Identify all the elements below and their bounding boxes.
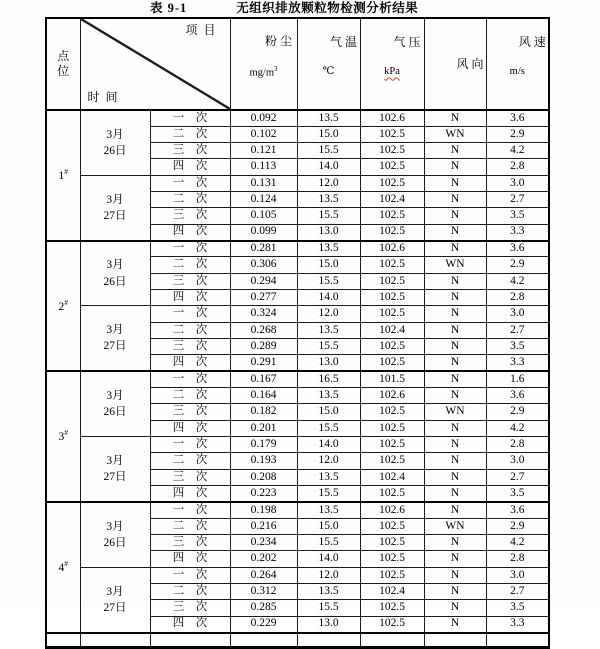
point-mark: #: [64, 559, 68, 569]
date-day: 27日: [103, 209, 127, 222]
wind-speed-cell: 3.5: [486, 600, 549, 616]
wind-dir-cell: N: [424, 469, 486, 485]
seq-cell: 四 次: [150, 159, 230, 175]
wind-dir-cell: N: [424, 208, 486, 224]
wind-speed-cell: 3.0: [486, 567, 549, 583]
wind-speed-cell: 2.9: [486, 126, 549, 142]
header-row: [46, 18, 549, 110]
wind-dir-cell: N: [424, 567, 486, 583]
header-dust-unit-base: mg/m: [249, 67, 274, 79]
seq-cell: 四 次: [150, 616, 230, 632]
wind-dir-cell: N: [424, 175, 486, 191]
header-point: [46, 18, 80, 110]
dust-cell: 0.223: [230, 486, 297, 502]
pressure-cell: 102.6: [360, 388, 424, 404]
header-temp: [297, 18, 360, 110]
wind-speed-cell: 3.3: [486, 224, 549, 240]
pressure-cell: 102.5: [360, 404, 424, 420]
table-row: [46, 437, 549, 453]
wind-speed-cell: 2.7: [486, 584, 549, 600]
date-month: 3月: [106, 128, 124, 141]
point-number: 3: [58, 431, 65, 444]
pressure-cell: 102.5: [360, 306, 424, 322]
wind-speed-cell: 3.5: [486, 208, 549, 224]
temp-cell: 14.0: [297, 437, 360, 453]
date-cell: [80, 306, 150, 371]
date-month: 3月: [106, 324, 124, 337]
pressure-cell: 102.5: [360, 143, 424, 159]
seq-cell: 三 次: [150, 208, 230, 224]
header-pressure-unit: kPa: [384, 66, 400, 78]
pressure-cell: 102.5: [360, 208, 424, 224]
wind-speed-cell: 3.6: [486, 388, 549, 404]
table-row: [46, 175, 549, 191]
wind-dir-cell: N: [424, 110, 486, 126]
seq-cell: 一 次: [150, 241, 230, 257]
header-dust: [230, 18, 297, 110]
temp-cell: 13.5: [297, 110, 360, 126]
date-day: 27日: [103, 340, 127, 353]
empty-cell: [360, 633, 424, 648]
table-number-label: 表 9-1: [150, 1, 188, 16]
dust-cell: 0.264: [230, 567, 297, 583]
wind-dir-cell: N: [424, 600, 486, 616]
temp-cell: 15.5: [297, 535, 360, 551]
wind-dir-cell: N: [424, 339, 486, 355]
dust-cell: 0.182: [230, 404, 297, 420]
empty-row: [46, 633, 549, 648]
seq-cell: 一 次: [150, 371, 230, 387]
header-temp-label: 气 温: [329, 35, 357, 50]
pressure-cell: 102.5: [360, 339, 424, 355]
wind-speed-cell: 2.8: [486, 551, 549, 567]
temp-cell: 15.0: [297, 404, 360, 420]
pressure-cell: 102.5: [360, 535, 424, 551]
wind-dir-cell: WN: [424, 126, 486, 142]
dust-cell: 0.092: [230, 110, 297, 126]
dust-cell: 0.234: [230, 535, 297, 551]
point-cell: [46, 110, 80, 241]
date-day: 26日: [103, 536, 127, 549]
seq-cell: 一 次: [150, 437, 230, 453]
empty-cell: [424, 633, 486, 648]
seq-cell: 二 次: [150, 388, 230, 404]
wind-speed-cell: 2.9: [486, 518, 549, 534]
seq-cell: 三 次: [150, 273, 230, 289]
temp-cell: 15.0: [297, 257, 360, 273]
results-table: [45, 17, 550, 649]
wind-speed-cell: 3.6: [486, 502, 549, 518]
date-cell: [80, 502, 150, 567]
dust-cell: 0.201: [230, 420, 297, 436]
date-month: 3月: [106, 390, 124, 403]
document-title: 无组织排放颗粒物检测分析结果: [236, 1, 419, 16]
dust-cell: 0.281: [230, 241, 297, 257]
date-cell: [80, 567, 150, 632]
empty-cell: [486, 633, 549, 648]
wind-dir-cell: N: [424, 616, 486, 632]
pressure-cell: 102.5: [360, 175, 424, 191]
wind-speed-cell: 3.0: [486, 175, 549, 191]
header-wind-dir-label: 风 向: [456, 56, 484, 71]
pressure-cell: 102.5: [360, 616, 424, 632]
dust-cell: 0.285: [230, 600, 297, 616]
dust-cell: 0.312: [230, 584, 297, 600]
temp-cell: 15.5: [297, 208, 360, 224]
wind-dir-cell: N: [424, 486, 486, 502]
empty-cell: [297, 633, 360, 648]
temp-cell: 12.0: [297, 175, 360, 191]
dust-cell: 0.105: [230, 208, 297, 224]
point-number: 2: [58, 300, 65, 313]
pressure-cell: 102.5: [360, 486, 424, 502]
seq-cell: 一 次: [150, 175, 230, 191]
pressure-cell: 102.5: [360, 126, 424, 142]
date-day: 26日: [103, 144, 127, 157]
temp-cell: 16.5: [297, 371, 360, 387]
date-day: 27日: [103, 470, 127, 483]
temp-cell: 13.5: [297, 241, 360, 257]
point-mark: #: [64, 167, 68, 177]
seq-cell: 一 次: [150, 306, 230, 322]
pressure-cell: 102.5: [360, 600, 424, 616]
pressure-cell: 102.4: [360, 322, 424, 338]
pressure-cell: 102.5: [360, 224, 424, 240]
dust-cell: 0.268: [230, 322, 297, 338]
seq-cell: 一 次: [150, 110, 230, 126]
header-wind-speed-unit: m/s: [509, 66, 525, 78]
wind-dir-cell: WN: [424, 257, 486, 273]
header-wind-dir: [424, 18, 486, 110]
empty-cell: [230, 633, 297, 648]
table-row: [46, 502, 549, 518]
pressure-cell: 102.6: [360, 110, 424, 126]
point-cell: [46, 502, 80, 633]
temp-cell: 13.5: [297, 584, 360, 600]
header-point-line1: 点: [57, 49, 70, 63]
date-cell: [80, 437, 150, 502]
header-dust-label: 粉 尘: [264, 34, 292, 48]
temp-cell: 12.0: [297, 453, 360, 469]
dust-cell: 0.208: [230, 469, 297, 485]
seq-cell: 三 次: [150, 143, 230, 159]
temp-cell: 13.5: [297, 322, 360, 338]
dust-cell: 0.229: [230, 616, 297, 632]
wind-speed-cell: 2.7: [486, 322, 549, 338]
temp-cell: 13.5: [297, 502, 360, 518]
wind-speed-cell: 3.5: [486, 486, 549, 502]
point-number: 1: [58, 169, 65, 182]
temp-cell: 13.5: [297, 192, 360, 208]
temp-cell: 13.0: [297, 224, 360, 240]
seq-cell: 二 次: [150, 584, 230, 600]
point-cell: [46, 371, 80, 502]
wind-dir-cell: N: [424, 388, 486, 404]
seq-cell: 三 次: [150, 339, 230, 355]
wind-dir-cell: N: [424, 453, 486, 469]
wind-dir-cell: WN: [424, 518, 486, 534]
wind-speed-cell: 3.5: [486, 339, 549, 355]
date-day: 27日: [103, 601, 127, 614]
seq-cell: 三 次: [150, 404, 230, 420]
wind-dir-cell: N: [424, 159, 486, 175]
seq-cell: 三 次: [150, 600, 230, 616]
pressure-cell: 102.5: [360, 355, 424, 371]
wind-dir-cell: N: [424, 355, 486, 371]
pressure-cell: 102.5: [360, 159, 424, 175]
date-cell: [80, 110, 150, 175]
wind-speed-cell: 4.2: [486, 143, 549, 159]
wind-speed-cell: 3.0: [486, 306, 549, 322]
header-dust-unit: [231, 66, 297, 79]
dust-cell: 0.167: [230, 371, 297, 387]
header-pressure: [360, 18, 424, 110]
document-title-row: [0, 0, 600, 17]
pressure-cell: 102.5: [360, 551, 424, 567]
pressure-cell: 102.5: [360, 273, 424, 289]
date-cell: [80, 175, 150, 240]
pressure-cell: 102.5: [360, 437, 424, 453]
seq-cell: 三 次: [150, 469, 230, 485]
seq-cell: 二 次: [150, 322, 230, 338]
wind-speed-cell: 2.8: [486, 437, 549, 453]
header-pressure-label: 气 压: [393, 35, 421, 50]
wind-dir-cell: N: [424, 224, 486, 240]
wind-dir-cell: N: [424, 192, 486, 208]
pressure-cell: 102.6: [360, 502, 424, 518]
temp-cell: 14.0: [297, 551, 360, 567]
wind-dir-cell: WN: [424, 404, 486, 420]
temp-cell: 15.5: [297, 486, 360, 502]
point-mark: #: [64, 428, 68, 438]
table-row: [46, 567, 549, 583]
dust-cell: 0.294: [230, 273, 297, 289]
pressure-cell: 102.5: [360, 420, 424, 436]
seq-cell: 二 次: [150, 453, 230, 469]
dust-cell: 0.102: [230, 126, 297, 142]
table-row: [46, 110, 549, 126]
wind-dir-cell: N: [424, 143, 486, 159]
wind-dir-cell: N: [424, 437, 486, 453]
wind-dir-cell: N: [424, 551, 486, 567]
header-item-label: 项 目: [185, 23, 216, 37]
header-wind-speed: [486, 18, 549, 110]
wind-speed-cell: 3.3: [486, 355, 549, 371]
date-month: 3月: [106, 193, 124, 206]
wind-speed-cell: 2.7: [486, 192, 549, 208]
header-time-item-corner: [80, 18, 230, 110]
point-mark: #: [64, 297, 68, 307]
seq-cell: 二 次: [150, 257, 230, 273]
dust-cell: 0.324: [230, 306, 297, 322]
seq-cell: 一 次: [150, 567, 230, 583]
seq-cell: 四 次: [150, 290, 230, 306]
wind-dir-cell: N: [424, 584, 486, 600]
wind-speed-cell: 3.3: [486, 616, 549, 632]
pressure-cell: 101.5: [360, 371, 424, 387]
temp-cell: 15.5: [297, 420, 360, 436]
wind-speed-cell: 2.7: [486, 469, 549, 485]
seq-cell: 一 次: [150, 502, 230, 518]
date-month: 3月: [106, 520, 124, 533]
temp-cell: 12.0: [297, 567, 360, 583]
wind-speed-cell: 2.9: [486, 257, 549, 273]
date-cell: [80, 241, 150, 306]
temp-cell: 14.0: [297, 159, 360, 175]
wind-dir-cell: N: [424, 241, 486, 257]
wind-speed-cell: 4.2: [486, 273, 549, 289]
empty-cell: [150, 633, 230, 648]
dust-cell: 0.289: [230, 339, 297, 355]
date-month: 3月: [106, 259, 124, 272]
dust-cell: 0.131: [230, 175, 297, 191]
wind-dir-cell: N: [424, 502, 486, 518]
temp-cell: 13.5: [297, 388, 360, 404]
temp-cell: 15.5: [297, 339, 360, 355]
wind-dir-cell: N: [424, 535, 486, 551]
wind-speed-cell: 1.6: [486, 371, 549, 387]
wind-speed-cell: 3.0: [486, 453, 549, 469]
dust-cell: 0.291: [230, 355, 297, 371]
temp-cell: 15.5: [297, 273, 360, 289]
wind-dir-cell: N: [424, 420, 486, 436]
header-wind-speed-label: 风 速: [518, 35, 546, 50]
dust-cell: 0.113: [230, 159, 297, 175]
pressure-cell: 102.5: [360, 290, 424, 306]
pressure-cell: 102.4: [360, 584, 424, 600]
header-point-line2: 位: [57, 64, 70, 78]
pressure-cell: 102.5: [360, 567, 424, 583]
seq-cell: 四 次: [150, 355, 230, 371]
point-cell: [46, 241, 80, 372]
point-number: 4: [58, 561, 65, 574]
seq-cell: 二 次: [150, 126, 230, 142]
dust-cell: 0.216: [230, 518, 297, 534]
table-row: [46, 306, 549, 322]
empty-cell: [46, 633, 80, 648]
seq-cell: 二 次: [150, 192, 230, 208]
pressure-cell: 102.5: [360, 518, 424, 534]
wind-speed-cell: 4.2: [486, 420, 549, 436]
date-month: 3月: [106, 585, 124, 598]
dust-cell: 0.306: [230, 257, 297, 273]
date-cell: [80, 371, 150, 436]
pressure-cell: 102.6: [360, 241, 424, 257]
header-temp-unit: ℃: [322, 66, 335, 78]
table-row: [46, 241, 549, 257]
wind-speed-cell: 3.6: [486, 110, 549, 126]
date-day: 26日: [103, 275, 127, 288]
temp-cell: 13.0: [297, 616, 360, 632]
dust-cell: 0.164: [230, 388, 297, 404]
temp-cell: 15.5: [297, 143, 360, 159]
seq-cell: 四 次: [150, 486, 230, 502]
temp-cell: 15.0: [297, 126, 360, 142]
wind-dir-cell: N: [424, 371, 486, 387]
seq-cell: 四 次: [150, 420, 230, 436]
temp-cell: 13.0: [297, 355, 360, 371]
seq-cell: 四 次: [150, 224, 230, 240]
wind-dir-cell: N: [424, 273, 486, 289]
empty-cell: [80, 633, 150, 648]
header-time-label: 时 间: [87, 90, 118, 104]
temp-cell: 12.0: [297, 306, 360, 322]
dust-cell: 0.277: [230, 290, 297, 306]
wind-dir-cell: N: [424, 322, 486, 338]
seq-cell: 三 次: [150, 535, 230, 551]
temp-cell: 15.5: [297, 600, 360, 616]
dust-cell: 0.124: [230, 192, 297, 208]
wind-speed-cell: 2.8: [486, 290, 549, 306]
dust-cell: 0.193: [230, 453, 297, 469]
dust-cell: 0.179: [230, 437, 297, 453]
temp-cell: 14.0: [297, 290, 360, 306]
dust-cell: 0.099: [230, 224, 297, 240]
wind-dir-cell: N: [424, 306, 486, 322]
temp-cell: 15.0: [297, 518, 360, 534]
pressure-cell: 102.4: [360, 469, 424, 485]
wind-speed-cell: 2.9: [486, 404, 549, 420]
dust-cell: 0.121: [230, 143, 297, 159]
wind-speed-cell: 3.6: [486, 241, 549, 257]
seq-cell: 四 次: [150, 551, 230, 567]
header-dust-unit-sup: 3: [274, 65, 278, 73]
dust-cell: 0.198: [230, 502, 297, 518]
table-row: [46, 371, 549, 387]
pressure-cell: 102.5: [360, 453, 424, 469]
temp-cell: 13.5: [297, 469, 360, 485]
date-month: 3月: [106, 454, 124, 467]
pressure-cell: 102.4: [360, 192, 424, 208]
wind-speed-cell: 2.8: [486, 159, 549, 175]
dust-cell: 0.202: [230, 551, 297, 567]
seq-cell: 二 次: [150, 518, 230, 534]
date-day: 26日: [103, 406, 127, 419]
pressure-cell: 102.5: [360, 257, 424, 273]
wind-speed-cell: 4.2: [486, 535, 549, 551]
wind-dir-cell: N: [424, 290, 486, 306]
